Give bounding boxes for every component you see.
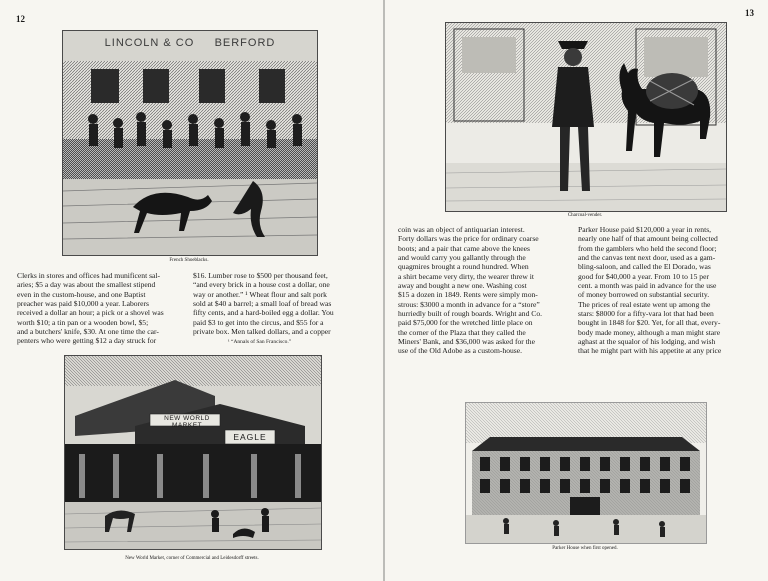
right-text-column-1: coin was an object of antiquarian interest. Forty dollars was the price for ordinary coarse boots; and a pair that came above the knees and would carry you gallantly through the quagmires brought a round hundred. When a shirt became very dirty, the wearer threw it away and bought a new one. Washing cost $15 a dozen in 1849. Rents were simply mon- strous: $3000 a month in advance for a “store” hurriedly built of rough boards. Wright and Co. paid $75,000 for the wretched little place on the corner of the Plaza that they called the Miners' Bank, and $36,000 was asked for the use of the Old Adobe as a custom-house. bbox=[398, 225, 543, 356]
caption-new-world-market: New World Market, corner of Commercial and Leidesdorff streets. bbox=[125, 556, 259, 561]
engraving-new-world-market bbox=[64, 355, 322, 550]
sign-lincoln: LINCOLN & CO bbox=[104, 37, 195, 49]
page-number-left: 12 bbox=[16, 14, 25, 24]
left-text-column-2: $16. Lumber rose to $500 per thousand feet, “and every brick in a house cost a dollar, one way or another.” ¹ Wheat flour and salt pork sold at $40 a barrel; a small loaf of bread was fifty cents, and a hard-boiled egg a dollar. You paid $3 to get into the circus, and $55 for a private box. Men talked dollars, and a copper bbox=[193, 271, 334, 337]
engraving-french-shoeblacks bbox=[62, 30, 318, 256]
page-number-right: 13 bbox=[745, 8, 754, 18]
right-text-column-2: Parker House paid $120,000 a year in rents, nearly one half of that amount being collected from the gamblers who held the second floor; and the canvas tent next door, used as a gam- bling-saloon, and called the El Dorado, was good for $40,000 a year. From 10 to 15 per cent. a month was paid in advance for the use of money borrowed on substantial security. The prices of real estate went up among the stars: $8000 for a fifty-vara lot that had been bought in 1848 for $20. Yet, for all that, every- body made money, although a man might stare aghast at the squalor of his lodging, and wish that he might part with his appetite at any price bbox=[578, 225, 722, 356]
caption-charcoal-vender: Charcoal-vender. bbox=[567, 213, 603, 218]
sign-new-world-market: NEW WORLD MARKET bbox=[164, 415, 210, 429]
sign-berford: BERFORD bbox=[214, 37, 276, 49]
caption-parker-house: Parker House when first opened. bbox=[552, 546, 618, 551]
right-page bbox=[385, 0, 768, 581]
left-page bbox=[0, 0, 383, 581]
sign-eagle: EAGLE bbox=[233, 432, 267, 442]
caption-french-shoeblacks: French Shoeblacks. bbox=[169, 258, 209, 263]
footnote: ¹ “Annals of San Francisco.” bbox=[228, 339, 292, 345]
left-text-column-1: Clerks in stores and offices had munificent sal- aries; $5 a day was about the smallest stipend even in the custom-house, and one Baptist preacher was paid $10,000 a year. Laborers received a dollar an hour; a pick or a shovel was worth $10; a tin pan or a wooden bowl, $5; and a butchers' knife, $30. At one time the car- penters who were getting $12 a day struck for bbox=[17, 271, 164, 346]
engraving-parker-house bbox=[465, 402, 707, 544]
engraving-charcoal-vender bbox=[445, 22, 727, 212]
